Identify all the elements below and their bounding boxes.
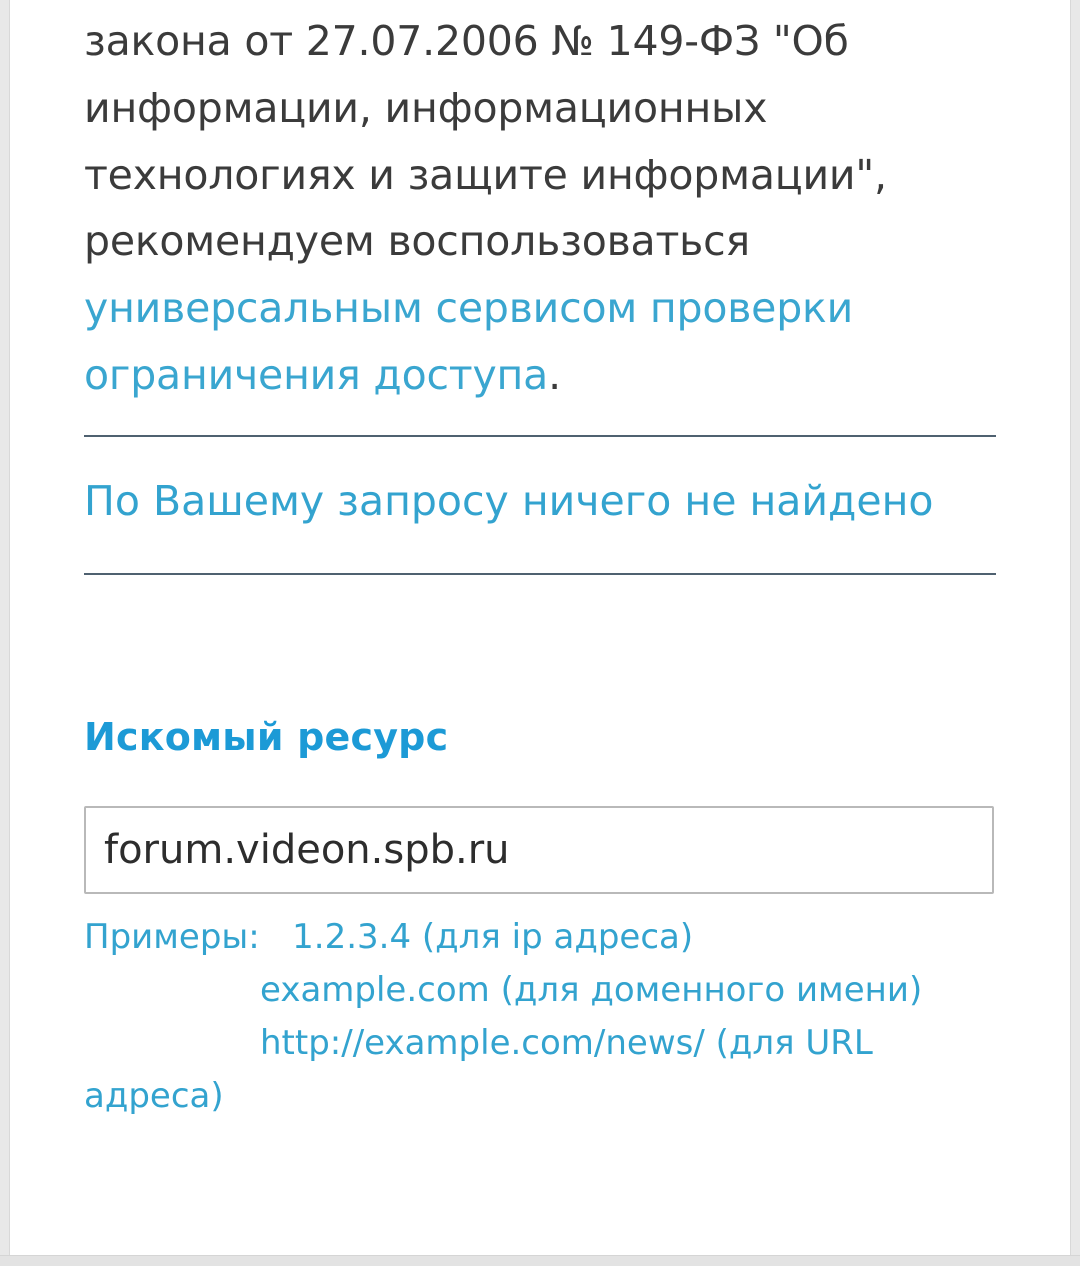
examples-label: Примеры: [84,916,260,957]
notice-line-2: информации, информационных [84,83,768,132]
resource-search-input[interactable] [84,806,994,894]
examples-row-1 [84,911,996,964]
examples-row-2 [84,964,996,1017]
page-right-edge [1070,0,1080,1266]
examples-row-3 [84,1017,996,1123]
notice-line-1: закона от 27.07.2006 № 149-ФЗ "Об [84,17,849,65]
no-results-message: По Вашему запросу ничего не найдено [84,476,934,525]
example-ip: 1.2.3.4 (для ip адреса) [292,916,694,957]
page-title: Искомый ресурс [84,714,449,759]
main-content [84,0,996,1123]
page-left-edge [0,0,10,1266]
example-domain: example.com (для доменного имени) [260,969,923,1010]
notice-line-3: технологиях и защите информации", [84,150,887,199]
universal-access-check-link[interactable]: универсальным сервисом проверки ограничения доступа [84,284,854,400]
divider-top [84,435,996,437]
divider-bottom [84,573,996,575]
notice-line-4: рекомендуем воспользоваться [84,217,750,266]
examples-block [84,911,996,1123]
notice-period: . [548,351,561,400]
page-bottom-edge [0,1255,1080,1266]
legal-notice-text [84,0,996,409]
example-url: http://example.com/news/ (для URL адреса) [84,1022,873,1116]
